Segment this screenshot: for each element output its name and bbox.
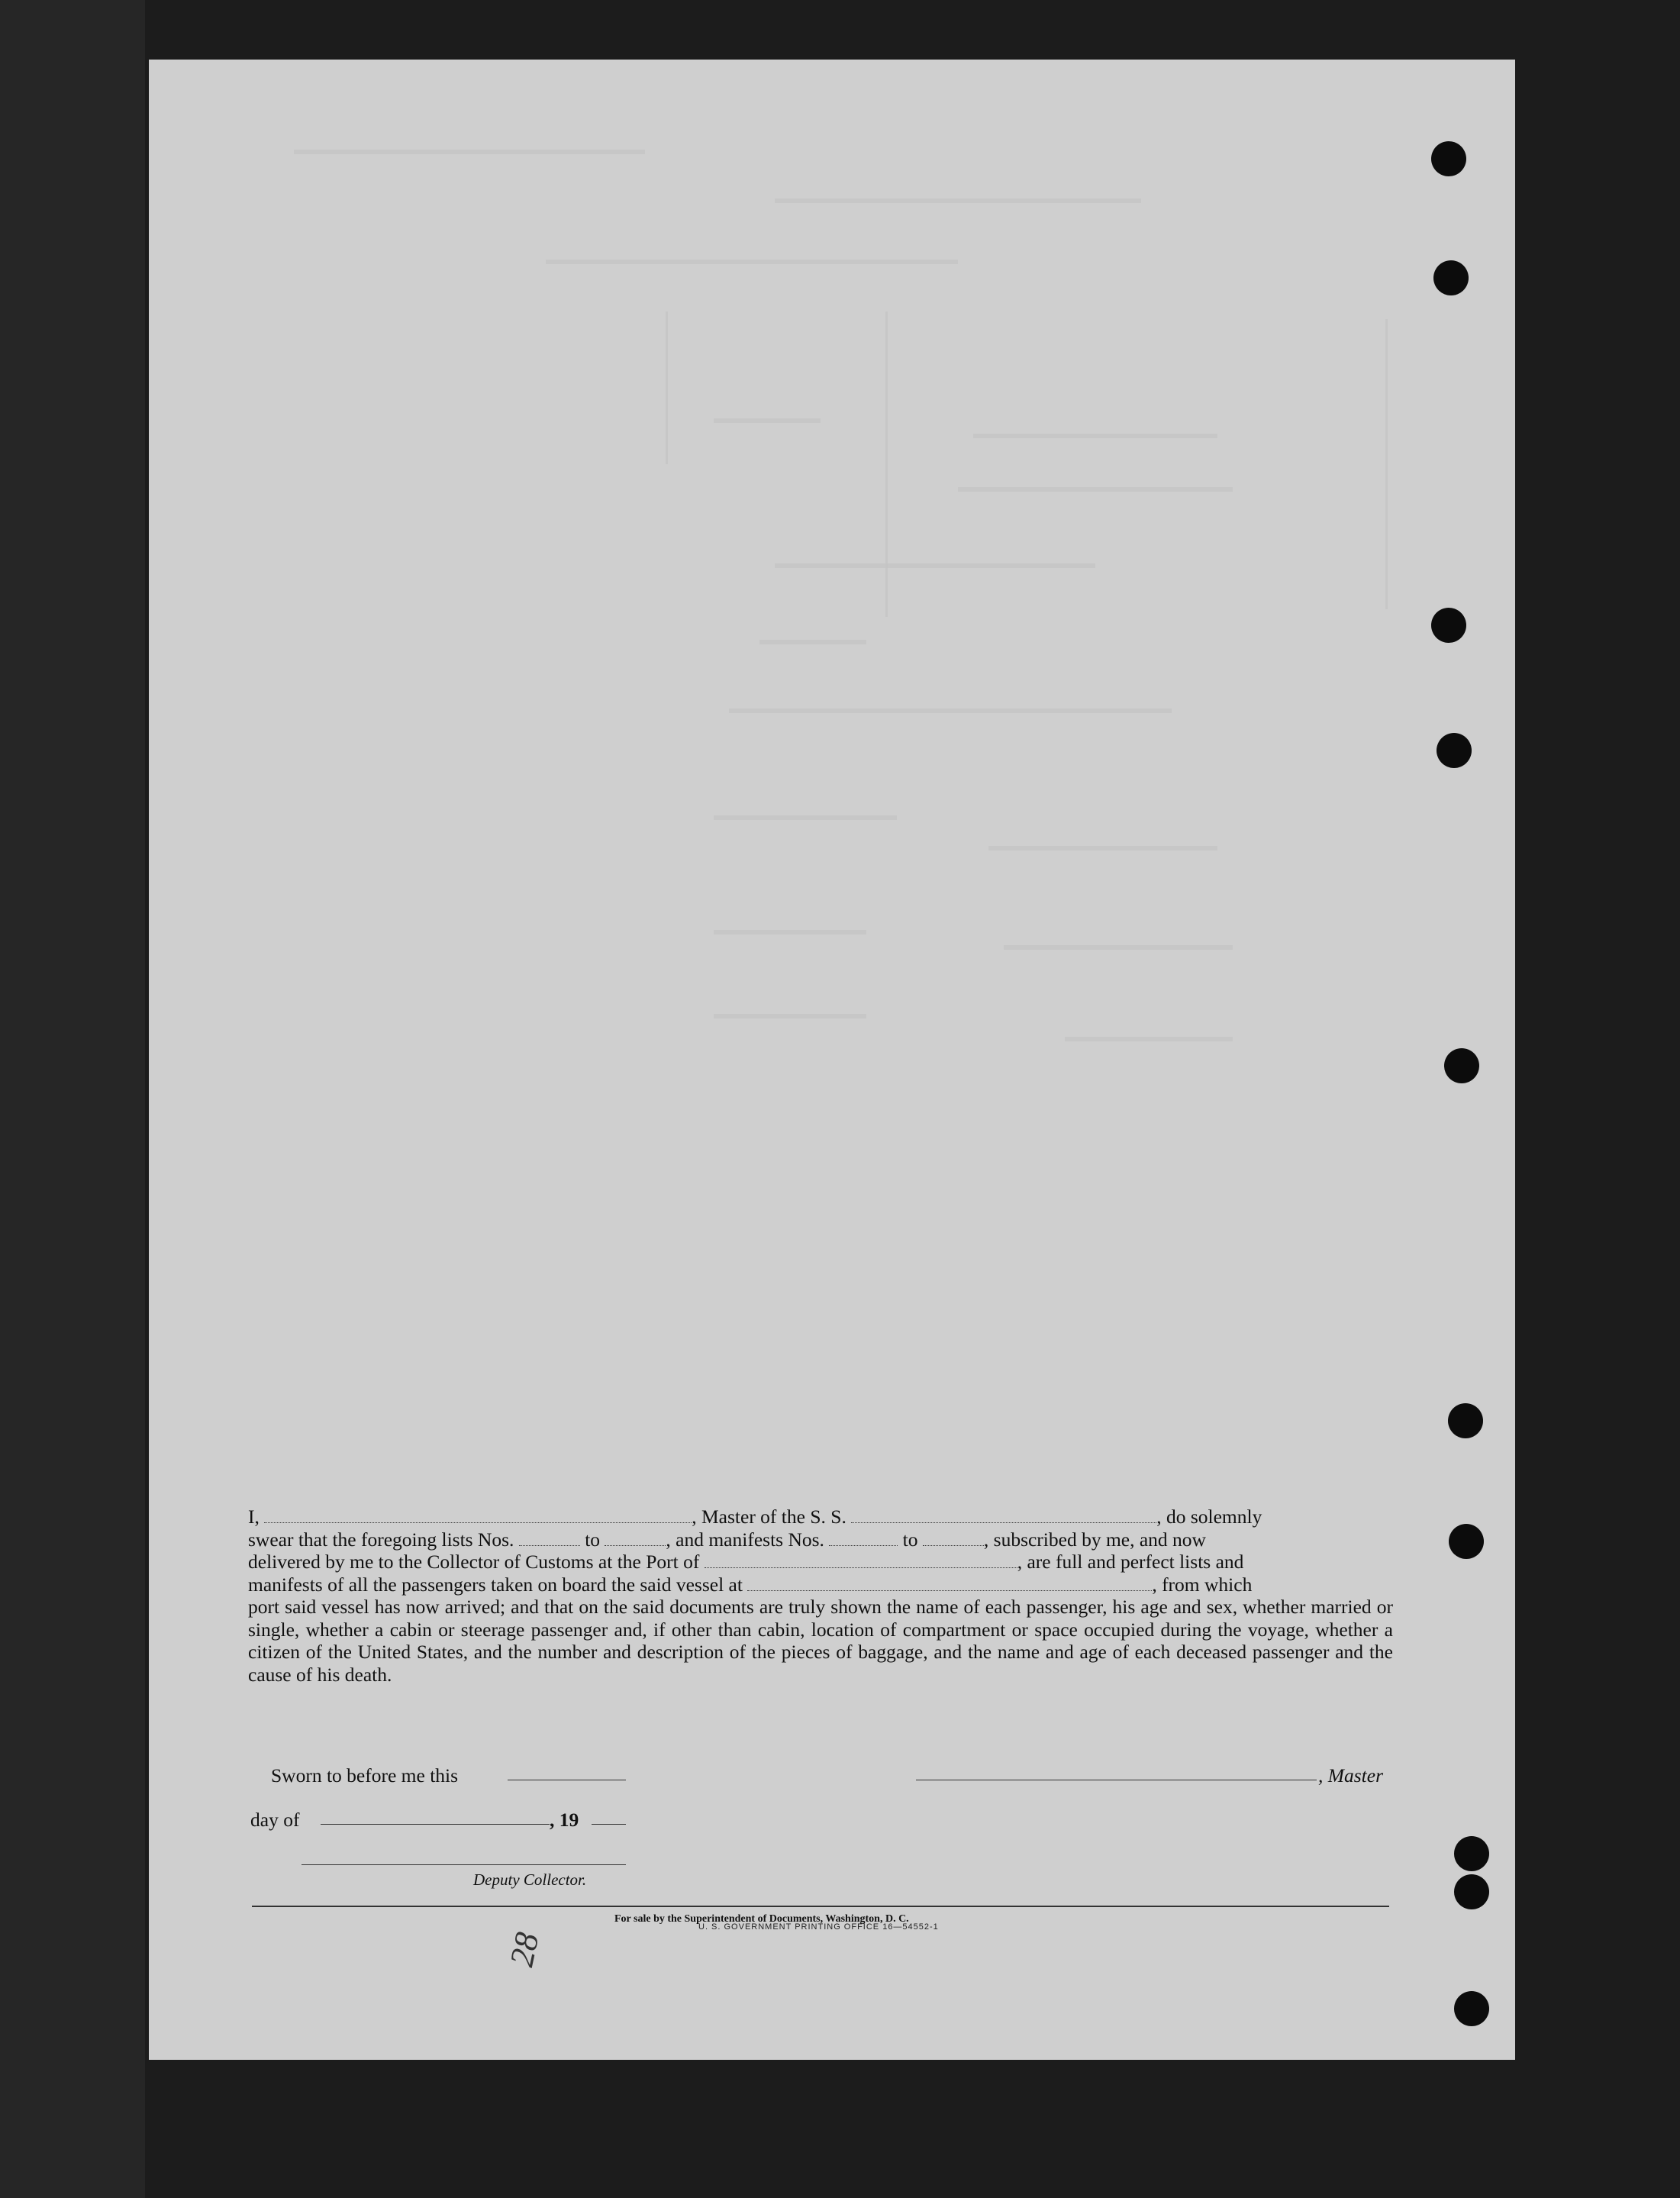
port-of-arrival-field[interactable] — [705, 1554, 1017, 1568]
manifests-to-field[interactable] — [923, 1531, 984, 1546]
oath-text: , are full and perfect lists and — [1017, 1551, 1244, 1573]
ship-name-field[interactable] — [851, 1509, 1156, 1523]
footer-rule — [252, 1906, 1389, 1907]
oath-text: to — [585, 1528, 601, 1551]
ghost-mark — [714, 1014, 866, 1018]
year-label: , 19 — [550, 1809, 579, 1831]
punch-hole — [1454, 1836, 1489, 1871]
deputy-collector-label: Deputy Collector. — [473, 1870, 587, 1889]
ghost-mark — [988, 846, 1217, 850]
ghost-mark — [714, 418, 821, 423]
day-of-label: day of — [250, 1809, 300, 1831]
sworn-label: Sworn to before me this — [271, 1764, 459, 1786]
oath-text: , and manifests Nos. — [666, 1528, 824, 1551]
punch-hole — [1433, 260, 1469, 295]
ghost-mark — [294, 150, 645, 154]
oath-text: to — [902, 1528, 918, 1551]
ghost-mark — [1065, 1037, 1233, 1041]
punch-hole — [1454, 1874, 1489, 1909]
ghost-mark — [885, 311, 888, 617]
punch-hole — [1448, 1403, 1483, 1438]
ghost-mark — [759, 640, 866, 644]
year-field[interactable] — [592, 1824, 626, 1825]
ghost-mark — [958, 487, 1233, 492]
master-label: , Master — [1318, 1764, 1383, 1786]
lists-to-field[interactable] — [605, 1531, 666, 1546]
oath-text: manifests of all the passengers taken on board the said vessel at — [248, 1573, 743, 1596]
ghost-mark — [775, 563, 1095, 568]
ghost-mark — [666, 311, 668, 464]
master-name-field[interactable] — [264, 1509, 692, 1523]
ghost-mark — [729, 708, 1172, 713]
bleed-through-ghost — [149, 60, 1515, 1281]
punch-hole — [1449, 1524, 1484, 1559]
punch-hole — [1454, 1991, 1489, 2026]
punch-hole — [1444, 1048, 1479, 1083]
lists-from-field[interactable] — [519, 1531, 580, 1546]
handwritten-number: 28 — [502, 1928, 547, 1970]
ghost-mark — [714, 815, 897, 820]
oath-text: , Master of the S. S. — [692, 1506, 846, 1528]
master-oath-paragraph — [248, 1506, 1393, 1686]
punch-hole — [1437, 733, 1472, 768]
ghost-mark — [775, 198, 1141, 203]
printing-office-imprint: U. S. GOVERNMENT PRINTING OFFICE 16—54552-1 — [698, 1922, 939, 1932]
manifests-from-field[interactable] — [829, 1531, 898, 1546]
punch-hole — [1431, 141, 1466, 176]
scan-border — [0, 0, 145, 2198]
ghost-mark — [546, 260, 958, 264]
ghost-mark — [1385, 319, 1388, 609]
oath-text: swear that the foregoing lists Nos. — [248, 1528, 514, 1551]
ghost-mark — [973, 434, 1217, 438]
for-sale-note: For sale by the Superintendent of Documents, Washington, D. C. — [614, 1913, 909, 1925]
oath-text: , subscribed by me, and now — [983, 1528, 1206, 1551]
port-of-departure-field[interactable] — [747, 1577, 1152, 1591]
deputy-signature-field[interactable] — [301, 1864, 626, 1865]
ghost-mark — [714, 930, 866, 934]
ghost-mark — [1004, 945, 1233, 950]
document-page — [149, 60, 1515, 2060]
oath-text: delivered by me to the Collector of Customs at the Port of — [248, 1551, 700, 1573]
punch-hole — [1431, 608, 1466, 643]
month-field[interactable] — [321, 1824, 550, 1825]
oath-text: , from which — [1152, 1573, 1253, 1596]
oath-text: , do solemnly — [1156, 1506, 1262, 1528]
oath-text: port said vessel has now arrived; and that on the said documents are truly shown the name of each passenger, his age and sex, whether married or single, whether a cabin or steerage passenger and, if other than cabin, location of compartment or space occupied during the voyage, whether a citizen of the United States, and the number and description of the pieces of baggage, and the name and age of each deceased passenger and the cause of his death. — [248, 1596, 1393, 1686]
oath-text: I, — [248, 1506, 260, 1528]
